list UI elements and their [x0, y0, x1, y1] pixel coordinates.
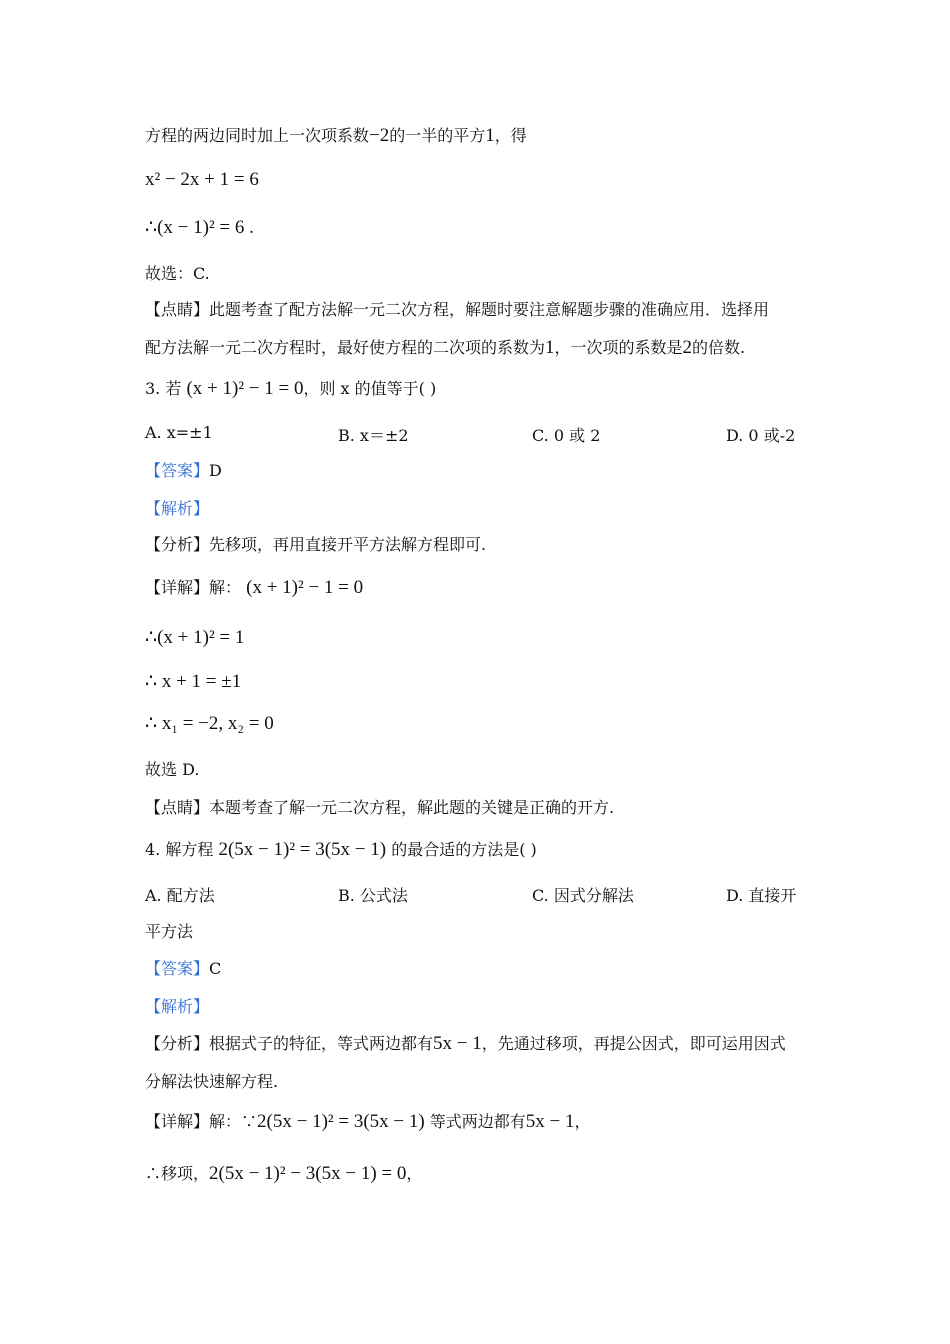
text: ， [574, 1112, 591, 1131]
question-suffix: 的最合适的方法是( ) [391, 840, 537, 859]
question-suffix: ，则 x 的值等于( ) [303, 379, 437, 398]
text: 故选：C. [145, 264, 210, 283]
detail-line [145, 1110, 591, 1134]
text: 此题考查了配方法解一元二次方程，解题时要注意解题步骤的准确应用．选择用 [209, 300, 770, 319]
text: 的一半的平方 [389, 126, 486, 145]
tag: 【详解】 [145, 578, 210, 597]
tag: 【点睛】 [145, 300, 210, 319]
tag: 【分析】 [145, 535, 210, 554]
tag: 【详解】 [145, 1112, 210, 1131]
equation [145, 168, 259, 192]
text-line [145, 298, 769, 322]
equation-text: ∴(x − 1)² = 6 . [145, 217, 254, 238]
jiexi-tag: 【解析】 [145, 499, 210, 518]
question-prefix: 3. 若 [145, 379, 182, 398]
option-a: A. 配方法 [145, 886, 215, 905]
jiexi-tag: 【解析】 [145, 997, 210, 1016]
analysis-line [145, 533, 486, 557]
analysis-line [145, 1032, 786, 1056]
conclusion: 故选 D. [145, 760, 200, 779]
equation-text: 2(5x − 1)² − 3(5x − 1) = 0 [209, 1163, 407, 1184]
text: 方程的两边同时加上一次项系数 [145, 126, 370, 145]
answer-value: D [209, 461, 222, 480]
option-d: D. 0 或-2 [726, 426, 796, 445]
text-line [145, 124, 527, 148]
option-b: B. x＝±2 [338, 426, 409, 445]
option-c: C. 0 或 2 [532, 426, 601, 445]
math-number: 1 [545, 337, 555, 358]
option-b: B. 公式法 [338, 886, 408, 905]
text: 先移项，再用直接开平方法解方程即可. [209, 535, 487, 554]
equation-text: (x + 1)² − 1 = 0 [246, 577, 364, 598]
question-3 [145, 377, 436, 401]
step-2: ∴ x + 1 = ±1 [145, 671, 242, 692]
text: ，一次项的系数是 [554, 338, 683, 357]
text: 解：∵ [209, 1112, 258, 1131]
answer-value: C [209, 959, 222, 978]
option-c: C. 因式分解法 [532, 886, 634, 905]
text: 等式两边都有 [429, 1112, 526, 1131]
tag: 【点睛】 [145, 798, 210, 817]
text: 配方法解一元二次方程时，最好使方程的二次项的系数为 [145, 338, 546, 357]
text-line [145, 336, 745, 360]
math-number: −2 [369, 125, 390, 146]
answer-line [145, 957, 221, 981]
step-3: ∴ x₁ = −2, x₂ = 0 [145, 713, 274, 734]
note-line [145, 796, 614, 820]
answer-tag: 【答案】 [145, 959, 210, 978]
text: ，得 [494, 126, 527, 145]
step-line [145, 1162, 422, 1186]
option-d-continued: 平方法 [145, 922, 194, 941]
equation-text: (x + 1)² − 1 = 0 [186, 378, 304, 399]
detail-line [145, 576, 363, 600]
text: 本题考查了解一元二次方程，解此题的关键是正确的开方. [209, 798, 615, 817]
option-a: A. x=±1 [145, 423, 213, 442]
tag: 【分析】 [145, 1034, 210, 1053]
equation-text: 2(5x − 1)² = 3(5x − 1) [257, 1111, 425, 1132]
answer-line [145, 459, 222, 483]
question-4 [145, 838, 537, 862]
answer-tag: 【答案】 [145, 461, 210, 480]
math-expr: 5x − 1 [525, 1111, 575, 1132]
analysis-line-2: 分解法快速解方程. [145, 1072, 279, 1091]
text: ∴移项， [145, 1164, 210, 1183]
text: ，先通过移项，再提公因式，即可运用因式 [481, 1034, 786, 1053]
option-d: D. 直接开 [726, 886, 797, 905]
text: ， [406, 1164, 423, 1183]
math-expr: 5x − 1 [433, 1033, 482, 1054]
math-number: 1 [485, 125, 495, 146]
equation [145, 216, 254, 240]
text: 的倍数. [692, 338, 746, 357]
text: 解： [209, 578, 242, 597]
text-line [145, 262, 210, 286]
question-prefix: 4. 解方程 [145, 840, 214, 859]
equation-text: 2(5x − 1)² = 3(5x − 1) [218, 839, 387, 860]
text: 根据式子的特征，等式两边都有 [209, 1034, 434, 1053]
step-1: ∴(x + 1)² = 1 [145, 627, 245, 648]
math-number: 2 [682, 337, 693, 358]
equation-text: x² − 2x + 1 = 6 [145, 169, 259, 190]
